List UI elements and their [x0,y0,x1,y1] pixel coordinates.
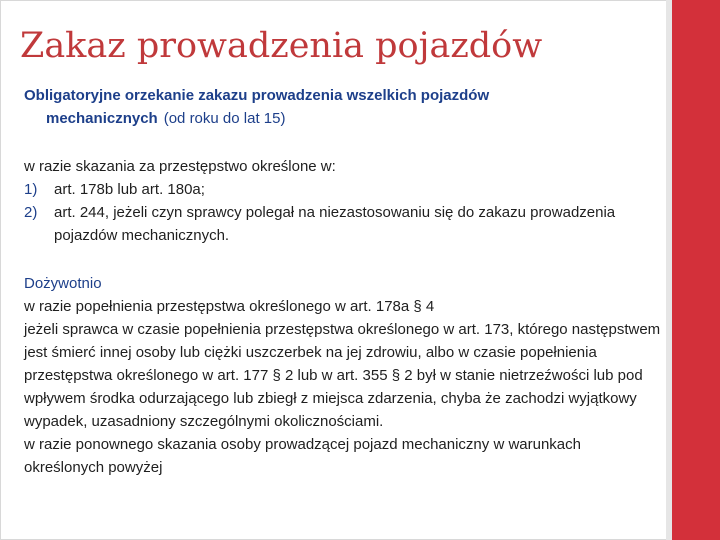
slide-title: Zakaz prowadzenia pojazdów [20,26,543,66]
mandatory-ban-heading [24,84,664,130]
lifetime-ban-paragraph: w razie ponownego skazania osoby prowadzącej pojazd mechaniczny w warunkach określonych powyżej [24,436,581,476]
mandatory-ban-heading-line2 [24,107,664,130]
conviction-intro: w razie skazania za przestępstwo określone w: [24,158,336,175]
article-item-text: art. 244, jeżeli czyn sprawcy polegał na niezastosowaniu się do zakazu prowadzenia pojazdów mechanicznych. [54,204,616,244]
slide-content [24,84,664,479]
mandatory-ban-heading-line2-text: mechanicznych [46,110,158,127]
article-item-text: art. 178b lub art. 180a; [54,181,205,198]
lifetime-ban-block [24,272,664,479]
lifetime-ban-paragraph: w razie popełnienia przestępstwa określonego w art. 178a § 4 [24,298,435,315]
article-item-number: 1) [24,181,38,198]
mandatory-ban-duration-note: (od roku do lat 15) [163,110,286,127]
mandatory-ban-heading-line1: Obligatoryjne orzekanie zakazu prowadzenia wszelkich pojazdów [24,87,490,104]
lifetime-ban-heading: Dożywotnio [24,275,102,292]
lifetime-ban-paragraph: jeżeli sprawca w czasie popełnienia przestępstwa określonego w art. 173, którego następstwem jest śmierć innej osoby lub ciężki uszczerbek na jej zdrowiu, albo w czasie popełnienia przestępstwa określonego w art. 177 § 2 lub w art. 355 § 2 był w stanie nietrzeźwości lub pod wpływem środka odurzającego lub zbiegł z miejsca zdarzenia, chyba że zachodzi wyjątkowy wypadek, uzasadniony szczególnymi okolicznościami. [24,321,661,430]
article-list-item [24,201,664,247]
accent-side-bar [672,0,720,540]
article-list [24,178,664,247]
article-list-item [24,178,664,201]
conviction-block [24,155,664,247]
article-item-number: 2) [24,204,38,221]
